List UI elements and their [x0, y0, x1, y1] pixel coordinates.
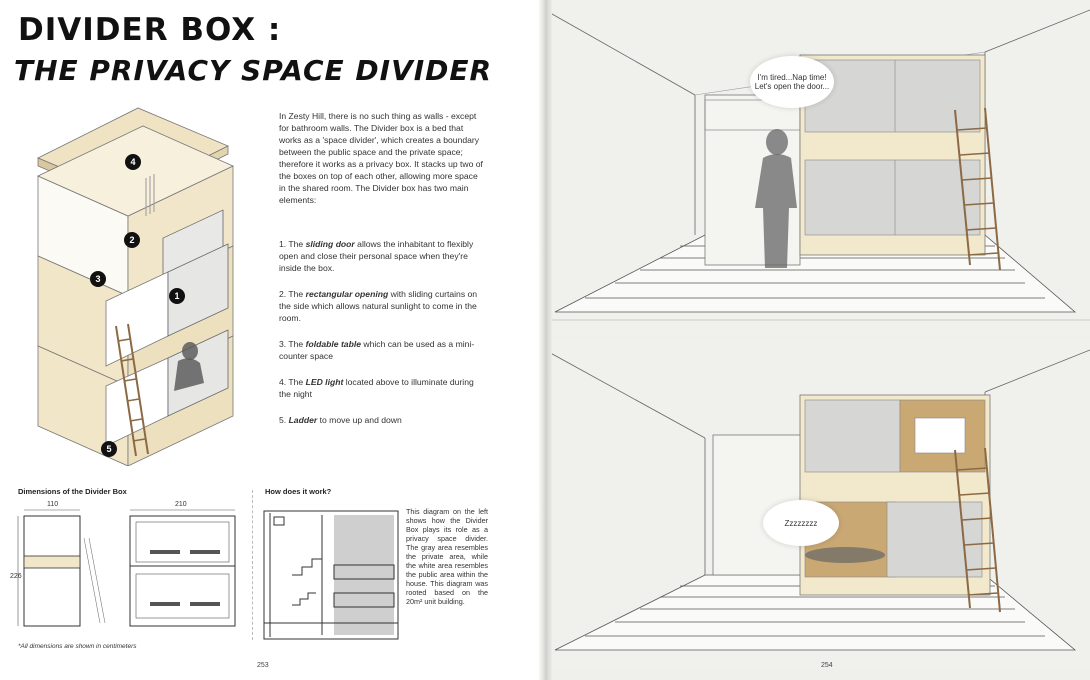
scene-top-door-open [545, 0, 1090, 335]
feature-name: sliding door [305, 239, 355, 249]
feature-item-1 [279, 238, 484, 274]
feature-desc: allows the inhabitant to flexibly open and close their personal space when they're inside the box. [279, 239, 474, 273]
feature-name: LED light [305, 377, 344, 387]
callout-badge-3: 3 [90, 271, 106, 287]
dimensions-title: Dimensions of the Divider Box [18, 487, 127, 496]
feature-prefix: 5. [279, 415, 289, 425]
feature-prefix: 2. The [279, 289, 306, 299]
dimension-110: 110 [47, 501, 59, 508]
feature-desc: which can be used as a mini-counter space [279, 339, 475, 361]
intro-paragraph: In Zesty Hill, there is no such thing as walls - except for bathroom walls. The Divider box is a bed that works as a 'space divider', which creates a boundary between the public space and the private space; therefore it works as a privacy box. It stacks up two of the boxes on top of each other, allowing more space in the shared room. The Divider box has two main elements: [279, 111, 483, 205]
callout-badge-2: 2 [124, 232, 140, 248]
dimension-210: 210 [175, 501, 187, 508]
how-description: This diagram on the left shows how the Divider Box plays its role as a privacy space divider. The gray area resembles the private area, while the white area resembles the public area within the house. This diagram was rooted based on the 20m² unit building. [406, 507, 488, 606]
callout-badge-4: 4 [125, 154, 141, 170]
feature-item-3 [279, 338, 484, 362]
dimensions-footnote: *All dimensions are shown in centimeters [18, 643, 137, 650]
page-number-right: 254 [821, 662, 833, 669]
dimension-226: 226 [10, 573, 22, 580]
feature-prefix: 4. The [279, 377, 306, 387]
speech-bubble-bottom: Zzzzzzzz [763, 500, 839, 546]
feature-item-5 [279, 414, 484, 426]
feature-name: foldable table [305, 339, 361, 349]
feature-desc: located above to illuminate during the night [279, 377, 474, 399]
page-title: DIVIDER BOX : [18, 12, 282, 48]
feature-name: Ladder [288, 415, 318, 425]
page-number-left: 253 [257, 662, 269, 669]
callout-badge-5: 5 [101, 441, 117, 457]
feature-name: rectangular opening [305, 289, 389, 299]
feature-desc: with sliding curtains on the side which allows natural sunlight to come in the room. [279, 289, 478, 323]
how-title: How does it work? [265, 487, 332, 496]
book-gutter [538, 0, 552, 680]
privacy-section-diagram [262, 505, 400, 645]
feature-prefix: 1. The [279, 239, 306, 249]
feature-item-2 [279, 288, 484, 324]
callout-badge-1: 1 [169, 288, 185, 304]
dimensions-drawing [10, 498, 240, 638]
feature-prefix: 3. The [279, 339, 306, 349]
feature-list [279, 238, 484, 440]
feature-desc: to move up and down [317, 415, 402, 425]
feature-item-4 [279, 376, 484, 400]
divider-box-isometric-illustration [28, 96, 268, 466]
speech-bubble-top: I'm tired...Nap time! Let's open the door... [750, 56, 834, 108]
page-subtitle: THE PRIVACY SPACE DIVIDER [14, 54, 493, 87]
right-page [545, 0, 1090, 680]
section-divider [252, 490, 253, 640]
